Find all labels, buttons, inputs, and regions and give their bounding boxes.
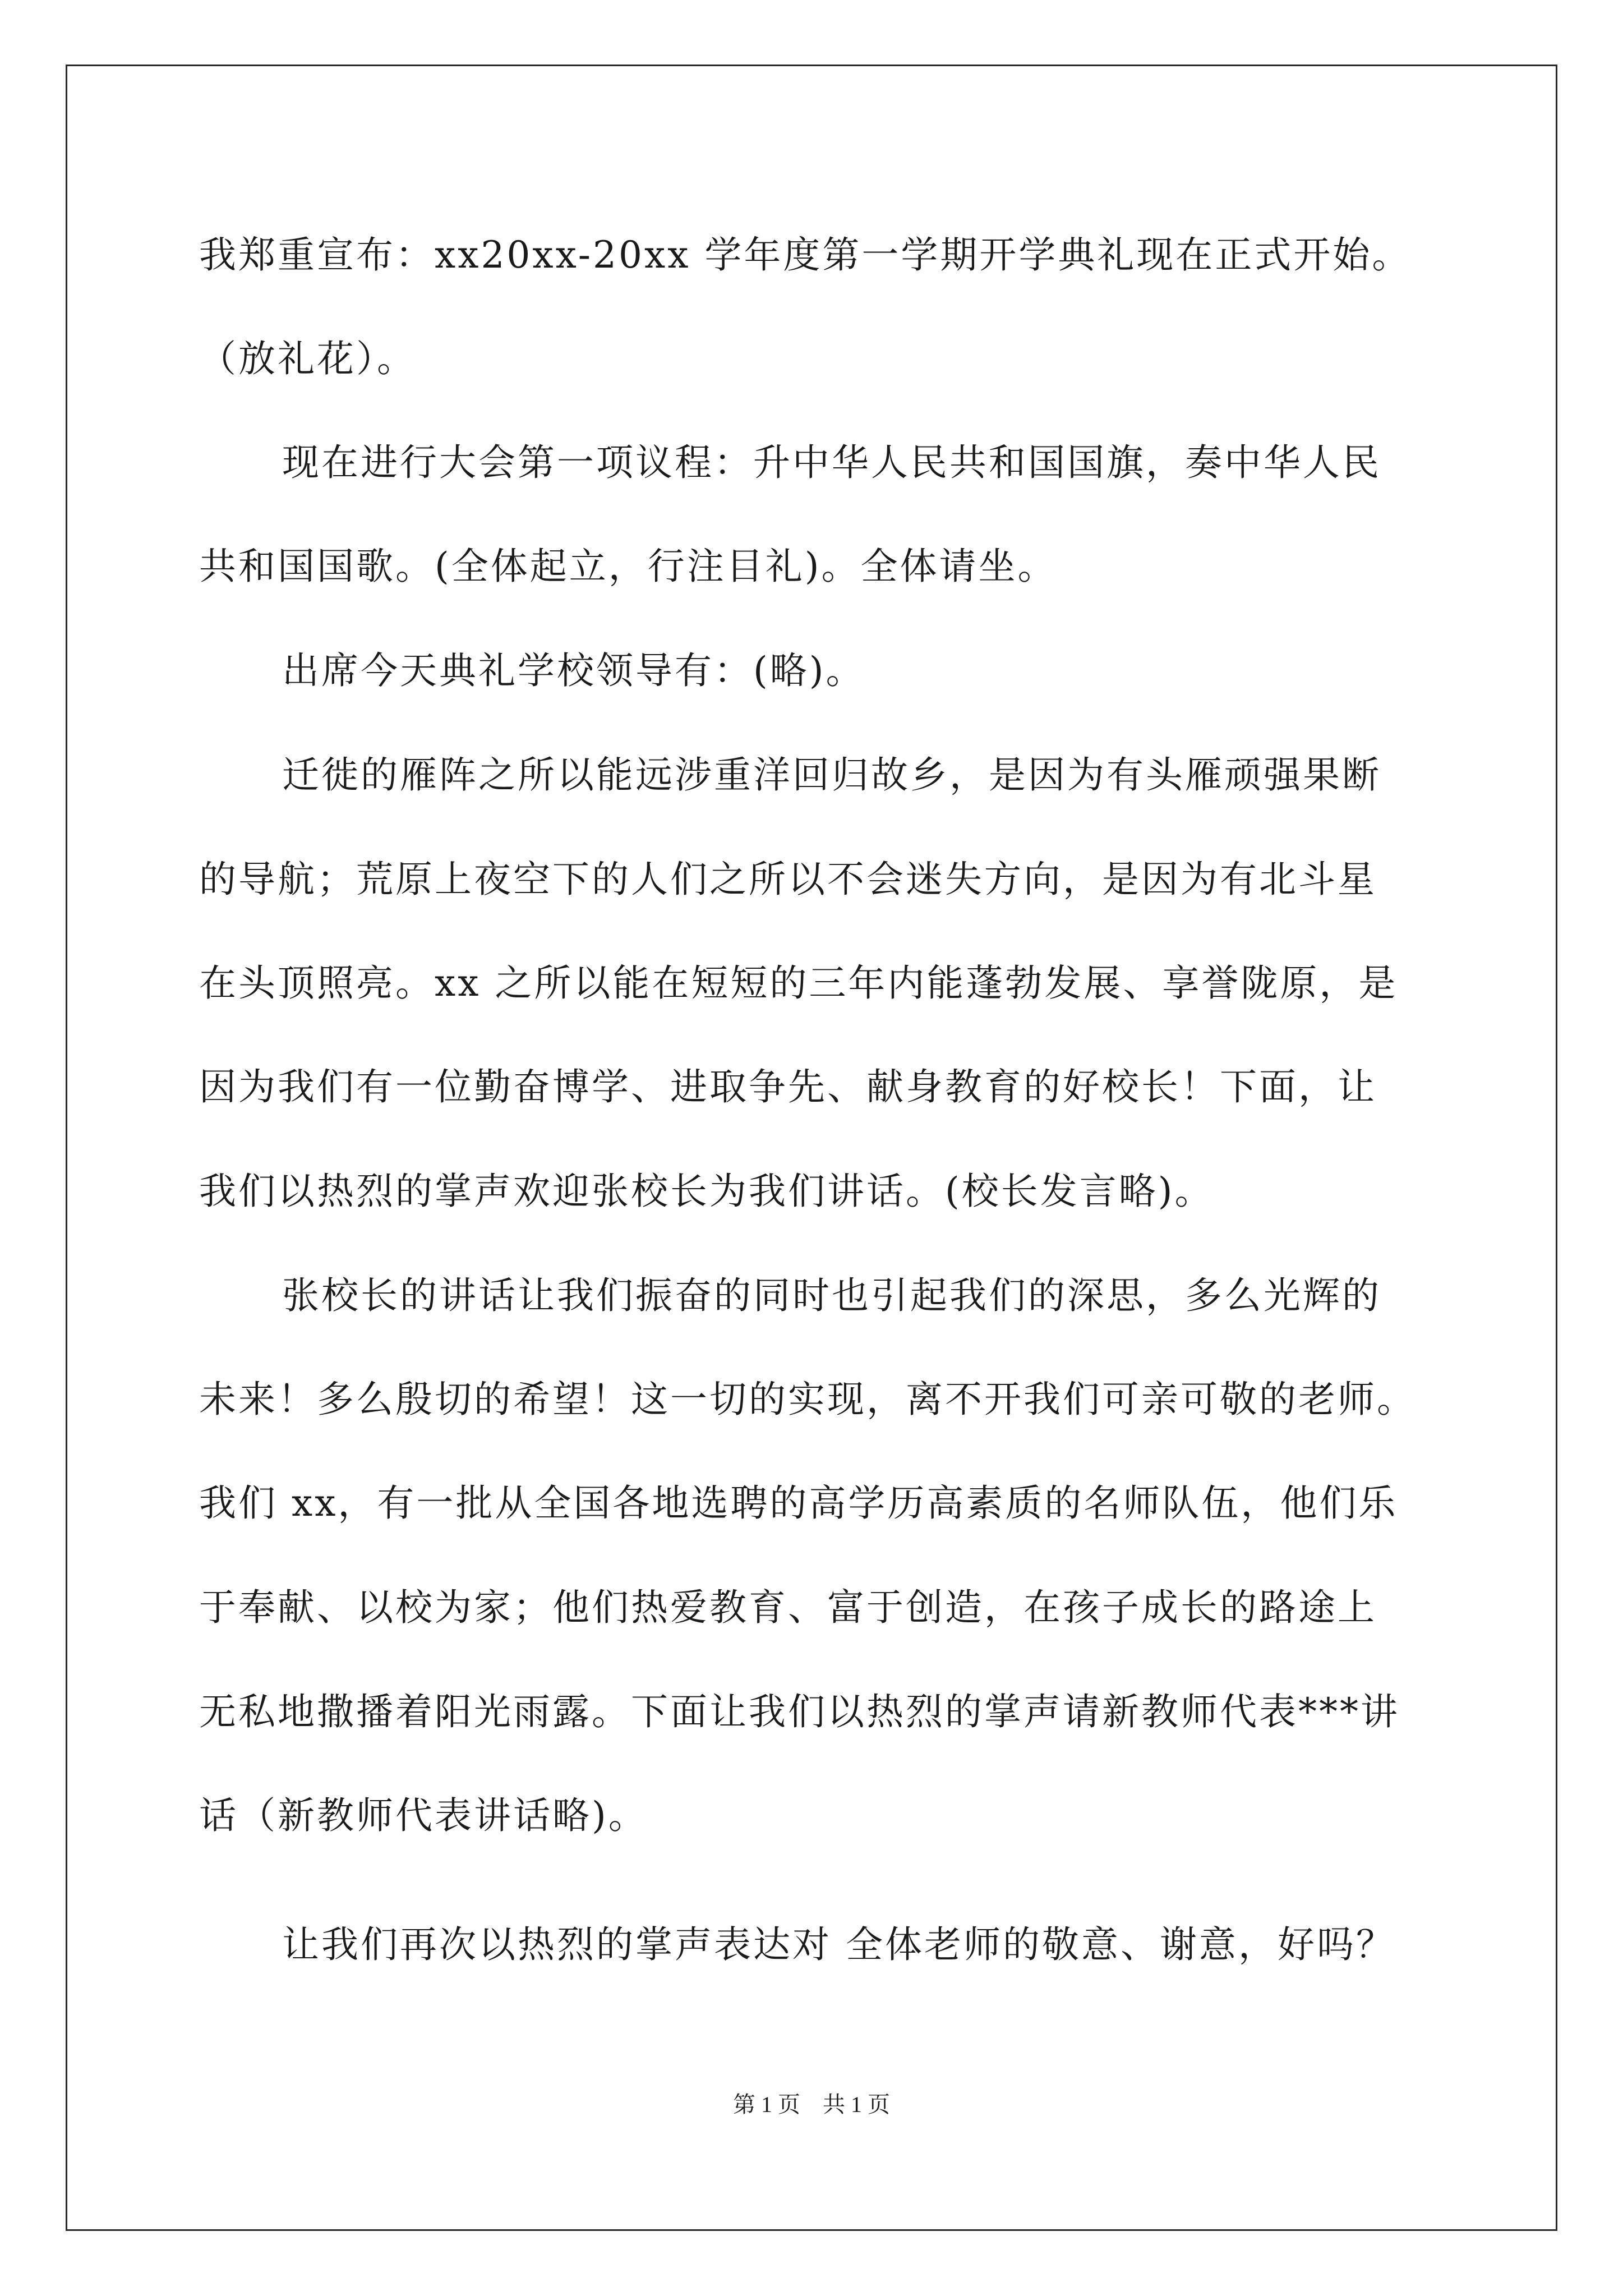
page-footer: 第 1 页 共 1 页	[733, 2092, 890, 2117]
text-line: 未来！多么殷切的希望！这一切的实现，离不开我们可亲可敬的老师。	[199, 1378, 1416, 1421]
text-line: 让我们再次以热烈的掌声表达对 全体老师的敬意、谢意，好吗？	[282, 1923, 1395, 1966]
text-line: 迁徙的雁阵之所以能远涉重洋回归故乡，是因为有头雁顽强果断	[282, 753, 1381, 797]
text-line: 无私地撒播着阳光雨露。下面让我们以热烈的掌声请新教师代表***讲	[199, 1690, 1400, 1733]
text-line: 的导航；荒原上夜空下的人们之所以不会迷失方向，是因为有北斗星	[199, 858, 1377, 901]
text-line: 张校长的讲话让我们振奋的同时也引起我们的深思，多么光辉的	[282, 1274, 1381, 1317]
text-line: 话（新教师代表讲话略)。	[199, 1794, 648, 1837]
text-line: 共和国国歌。(全体起立，行注目礼)。全体请坐。	[199, 545, 1057, 588]
text-line: 我们 xx，有一批从全国各地选聘的高学历高素质的名师队伍，他们乐	[199, 1481, 1398, 1525]
text-line: 于奉献、以校为家；他们热爱教育、富于创造，在孩子成长的路途上	[199, 1586, 1377, 1629]
text-line: 因为我们有一位勤奋博学、进取争先、献身教育的好校长！下面，让	[199, 1065, 1377, 1108]
page-border	[66, 65, 1557, 2231]
text-line: 现在进行大会第一项议程：升中华人民共和国国旗，奏中华人民	[282, 441, 1381, 484]
text-line: 我郑重宣布：xx20xx-20xx 学年度第一学期开学典礼现在正式开始。	[199, 233, 1412, 277]
text-line: 出席今天典礼学校领导有：(略)。	[282, 649, 865, 692]
text-line: （放礼花）。	[199, 337, 416, 380]
text-line: 我们以热烈的掌声欢迎张校长为我们讲话。(校长发言略)。	[199, 1170, 1214, 1213]
text-line: 在头顶照亮。xx 之所以能在短短的三年内能蓬勃发展、享誉陇原，是	[199, 961, 1398, 1005]
